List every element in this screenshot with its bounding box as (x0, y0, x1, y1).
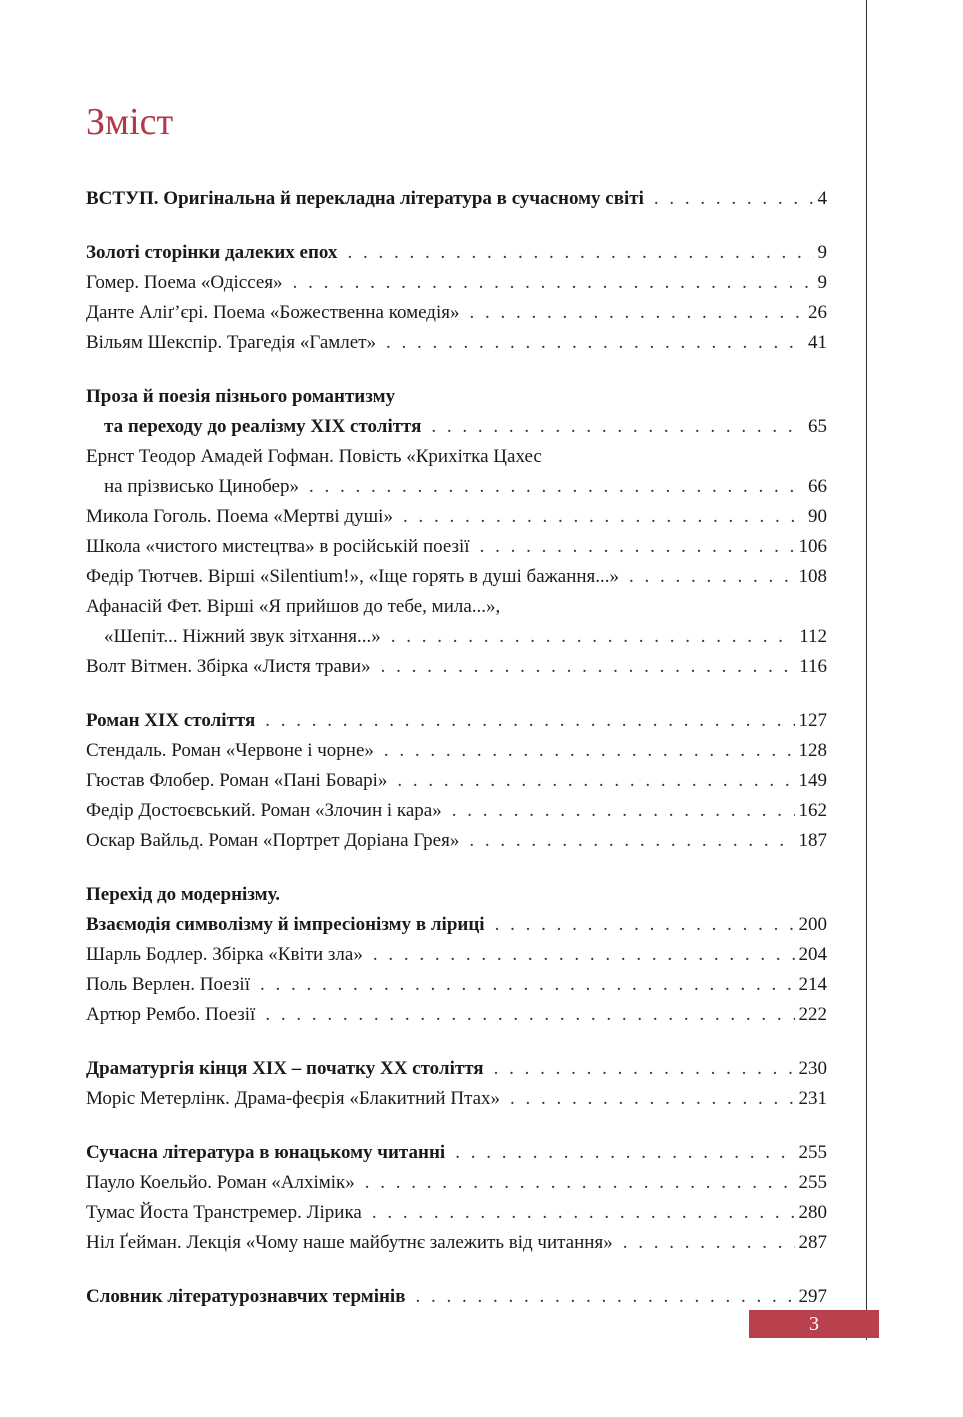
toc-section-heading[interactable] (86, 1138, 827, 1168)
toc-entry-title: Перехід до модернізму. (86, 884, 280, 905)
toc-entry-title: ВСТУП. Оригінальна й перекладна література в сучасному світі (86, 188, 644, 209)
dot-leader (373, 940, 795, 970)
toc-entry[interactable] (86, 442, 827, 502)
toc-entry-title: Тумас Йоста Транстремер. Лірика (86, 1202, 362, 1223)
toc-page-number: 65 (808, 416, 827, 437)
toc-entry-title: Шарль Бодлер. Збірка «Квіти зла» (86, 944, 363, 965)
dot-leader (391, 622, 795, 652)
toc-page-number: 255 (798, 1172, 827, 1193)
dot-leader (431, 412, 804, 442)
toc-entry-title: Микола Гоголь. Поема «Мертві душі» (86, 506, 393, 527)
dot-leader (494, 1054, 795, 1084)
toc-entry-title: Сучасна література в юнацькому читанні (86, 1142, 446, 1163)
dot-leader (469, 826, 794, 856)
toc-page-number: 280 (798, 1202, 827, 1223)
toc-entry-title: Драматургія кінця XIX – початку XX століття (86, 1058, 484, 1079)
toc-page-number: 26 (808, 302, 827, 323)
toc-entry[interactable] (86, 970, 827, 1000)
toc-entry[interactable] (86, 562, 827, 592)
toc-entry-title: Гюстав Флобер. Роман «Пані Боварі» (86, 770, 388, 791)
page-number-badge: 3 (749, 1310, 879, 1338)
section-gap (86, 1030, 827, 1054)
toc-entry-title: Стендаль. Роман «Червоне і чорне» (86, 740, 374, 761)
toc-page-number: 112 (799, 626, 827, 647)
dot-leader (495, 910, 795, 940)
toc-page-number: 222 (798, 1004, 827, 1025)
toc-entry[interactable] (86, 1168, 827, 1198)
toc-entry[interactable] (86, 1000, 827, 1030)
toc-entry-title: Ернст Теодор Амадей Гофман. Повість «Крихітка Цахес (86, 446, 542, 467)
section-gap (86, 856, 827, 880)
toc-entry-title: Ніл Ґейман. Лекція «Чому наше майбутнє залежить від читання» (86, 1232, 613, 1253)
dot-leader (510, 1084, 794, 1114)
section-gap (86, 682, 827, 706)
toc-entry[interactable] (86, 940, 827, 970)
toc-entry[interactable] (86, 652, 827, 682)
toc-entry[interactable] (86, 328, 827, 358)
toc-entry-title: Федір Достоєвський. Роман «Злочин і кара» (86, 800, 442, 821)
toc-page-number: 66 (808, 476, 827, 497)
toc-section-heading[interactable] (86, 1054, 827, 1084)
toc-entry-title: Афанасій Фет. Вірші «Я прийшов до тебе, мила...», (86, 596, 501, 617)
toc-page-number: 287 (798, 1232, 827, 1253)
toc-page-number: 255 (798, 1142, 827, 1163)
dot-leader (415, 1282, 794, 1312)
section-gap (86, 1258, 827, 1282)
dot-leader (309, 472, 804, 502)
dot-leader (381, 652, 796, 682)
dot-leader (403, 502, 804, 532)
dot-leader (455, 1138, 794, 1168)
toc-entry-title: Моріс Метерлінк. Драма-феєрія «Блакитний Птах» (86, 1088, 501, 1109)
toc-page-number: 9 (817, 272, 827, 293)
toc-entry[interactable] (86, 1198, 827, 1228)
dot-leader (365, 1168, 795, 1198)
toc-page-number: 4 (817, 188, 827, 209)
toc-entry-title: Золоті сторінки далеких епох (86, 242, 338, 263)
section-gap (86, 214, 827, 238)
dot-leader (452, 796, 795, 826)
toc-section-heading[interactable] (86, 382, 827, 442)
toc-page-number: 116 (799, 656, 827, 677)
toc-entry-title: Словник літературознавчих термінів (86, 1286, 406, 1307)
dot-leader (480, 532, 795, 562)
toc-page-number: 231 (798, 1088, 827, 1109)
toc-entry[interactable] (86, 1084, 827, 1114)
toc-page-number: 149 (798, 770, 827, 791)
dot-leader (384, 736, 795, 766)
toc-entry-title: та переходу до реалізму XIX століття (104, 416, 422, 437)
toc-entry-title: Взаємодія символізму й імпресіонізму в ліриці (86, 914, 485, 935)
dot-leader (470, 298, 805, 328)
toc-page-number: 187 (798, 830, 827, 851)
toc-entry-title: Федір Тютчев. Вірші «Silentium!», «Іще горять в душі бажання...» (86, 566, 620, 587)
toc-entry-title: Проза й поезія пізнього романтизму (86, 386, 396, 407)
toc-section-heading[interactable] (86, 184, 827, 214)
toc-page-number: 127 (798, 710, 827, 731)
toc-entry-title: Пауло Коельйо. Роман «Алхімік» (86, 1172, 355, 1193)
toc-entry-title: на прізвисько Цинобер» (104, 476, 299, 497)
toc-entry[interactable] (86, 502, 827, 532)
toc-entry[interactable] (86, 268, 827, 298)
section-gap (86, 358, 827, 382)
dot-leader (386, 328, 804, 358)
toc-entry-title: Оскар Вайльд. Роман «Портрет Доріана Грея» (86, 830, 460, 851)
dot-leader (293, 268, 814, 298)
toc-page-number: 108 (798, 566, 827, 587)
dot-leader (629, 562, 794, 592)
toc-entry[interactable] (86, 298, 827, 328)
toc-entry[interactable] (86, 766, 827, 796)
toc-entry[interactable] (86, 736, 827, 766)
dot-leader (265, 1000, 794, 1030)
toc-section-heading[interactable] (86, 706, 827, 736)
page-title: Зміст (86, 101, 174, 143)
toc-page-number: 162 (798, 800, 827, 821)
toc-page-number: 128 (798, 740, 827, 761)
dot-leader (397, 766, 794, 796)
toc-page-number: 41 (808, 332, 827, 353)
toc-section-heading[interactable] (86, 238, 827, 268)
toc-page-number: 9 (817, 242, 827, 263)
toc-entry-title: Школа «чистого мистецтва» в російській поезії (86, 536, 470, 557)
page-edge-line (866, 0, 867, 1340)
toc-section-heading[interactable] (86, 880, 827, 940)
dot-leader (347, 238, 813, 268)
toc-page-number: 200 (798, 914, 827, 935)
dot-leader (260, 970, 795, 1000)
dot-leader (654, 184, 814, 214)
toc-page-number: 214 (798, 974, 827, 995)
toc-entry[interactable] (86, 796, 827, 826)
dot-leader (372, 1198, 795, 1228)
toc-page-number: 297 (798, 1286, 827, 1307)
toc-entry[interactable] (86, 1228, 827, 1258)
toc-entry[interactable] (86, 826, 827, 856)
toc-page-number: 230 (798, 1058, 827, 1079)
toc-entry-title: Роман XIX століття (86, 710, 256, 731)
toc-page-number: 204 (798, 944, 827, 965)
toc-entry[interactable] (86, 592, 827, 652)
toc-entry-title: «Шепіт... Ніжний звук зітхання...» (104, 626, 381, 647)
toc-entry-title: Вільям Шекспір. Трагедія «Гамлет» (86, 332, 377, 353)
toc-entry-title: Поль Верлен. Поезії (86, 974, 250, 995)
toc-page-number: 90 (808, 506, 827, 527)
toc-entry-title: Волт Вітмен. Збірка «Листя трави» (86, 656, 371, 677)
toc-entry-title: Артюр Рембо. Поезії (86, 1004, 256, 1025)
dot-leader (265, 706, 794, 736)
table-of-contents (86, 184, 827, 1312)
toc-section-heading[interactable] (86, 1282, 827, 1312)
section-gap (86, 1114, 827, 1138)
toc-entry[interactable] (86, 532, 827, 562)
toc-entry-title: Данте Аліґ’єрі. Поема «Божественна комедія» (86, 302, 460, 323)
toc-page-number: 106 (798, 536, 827, 557)
toc-entry-title: Гомер. Поема «Одіссея» (86, 272, 283, 293)
dot-leader (623, 1228, 795, 1258)
